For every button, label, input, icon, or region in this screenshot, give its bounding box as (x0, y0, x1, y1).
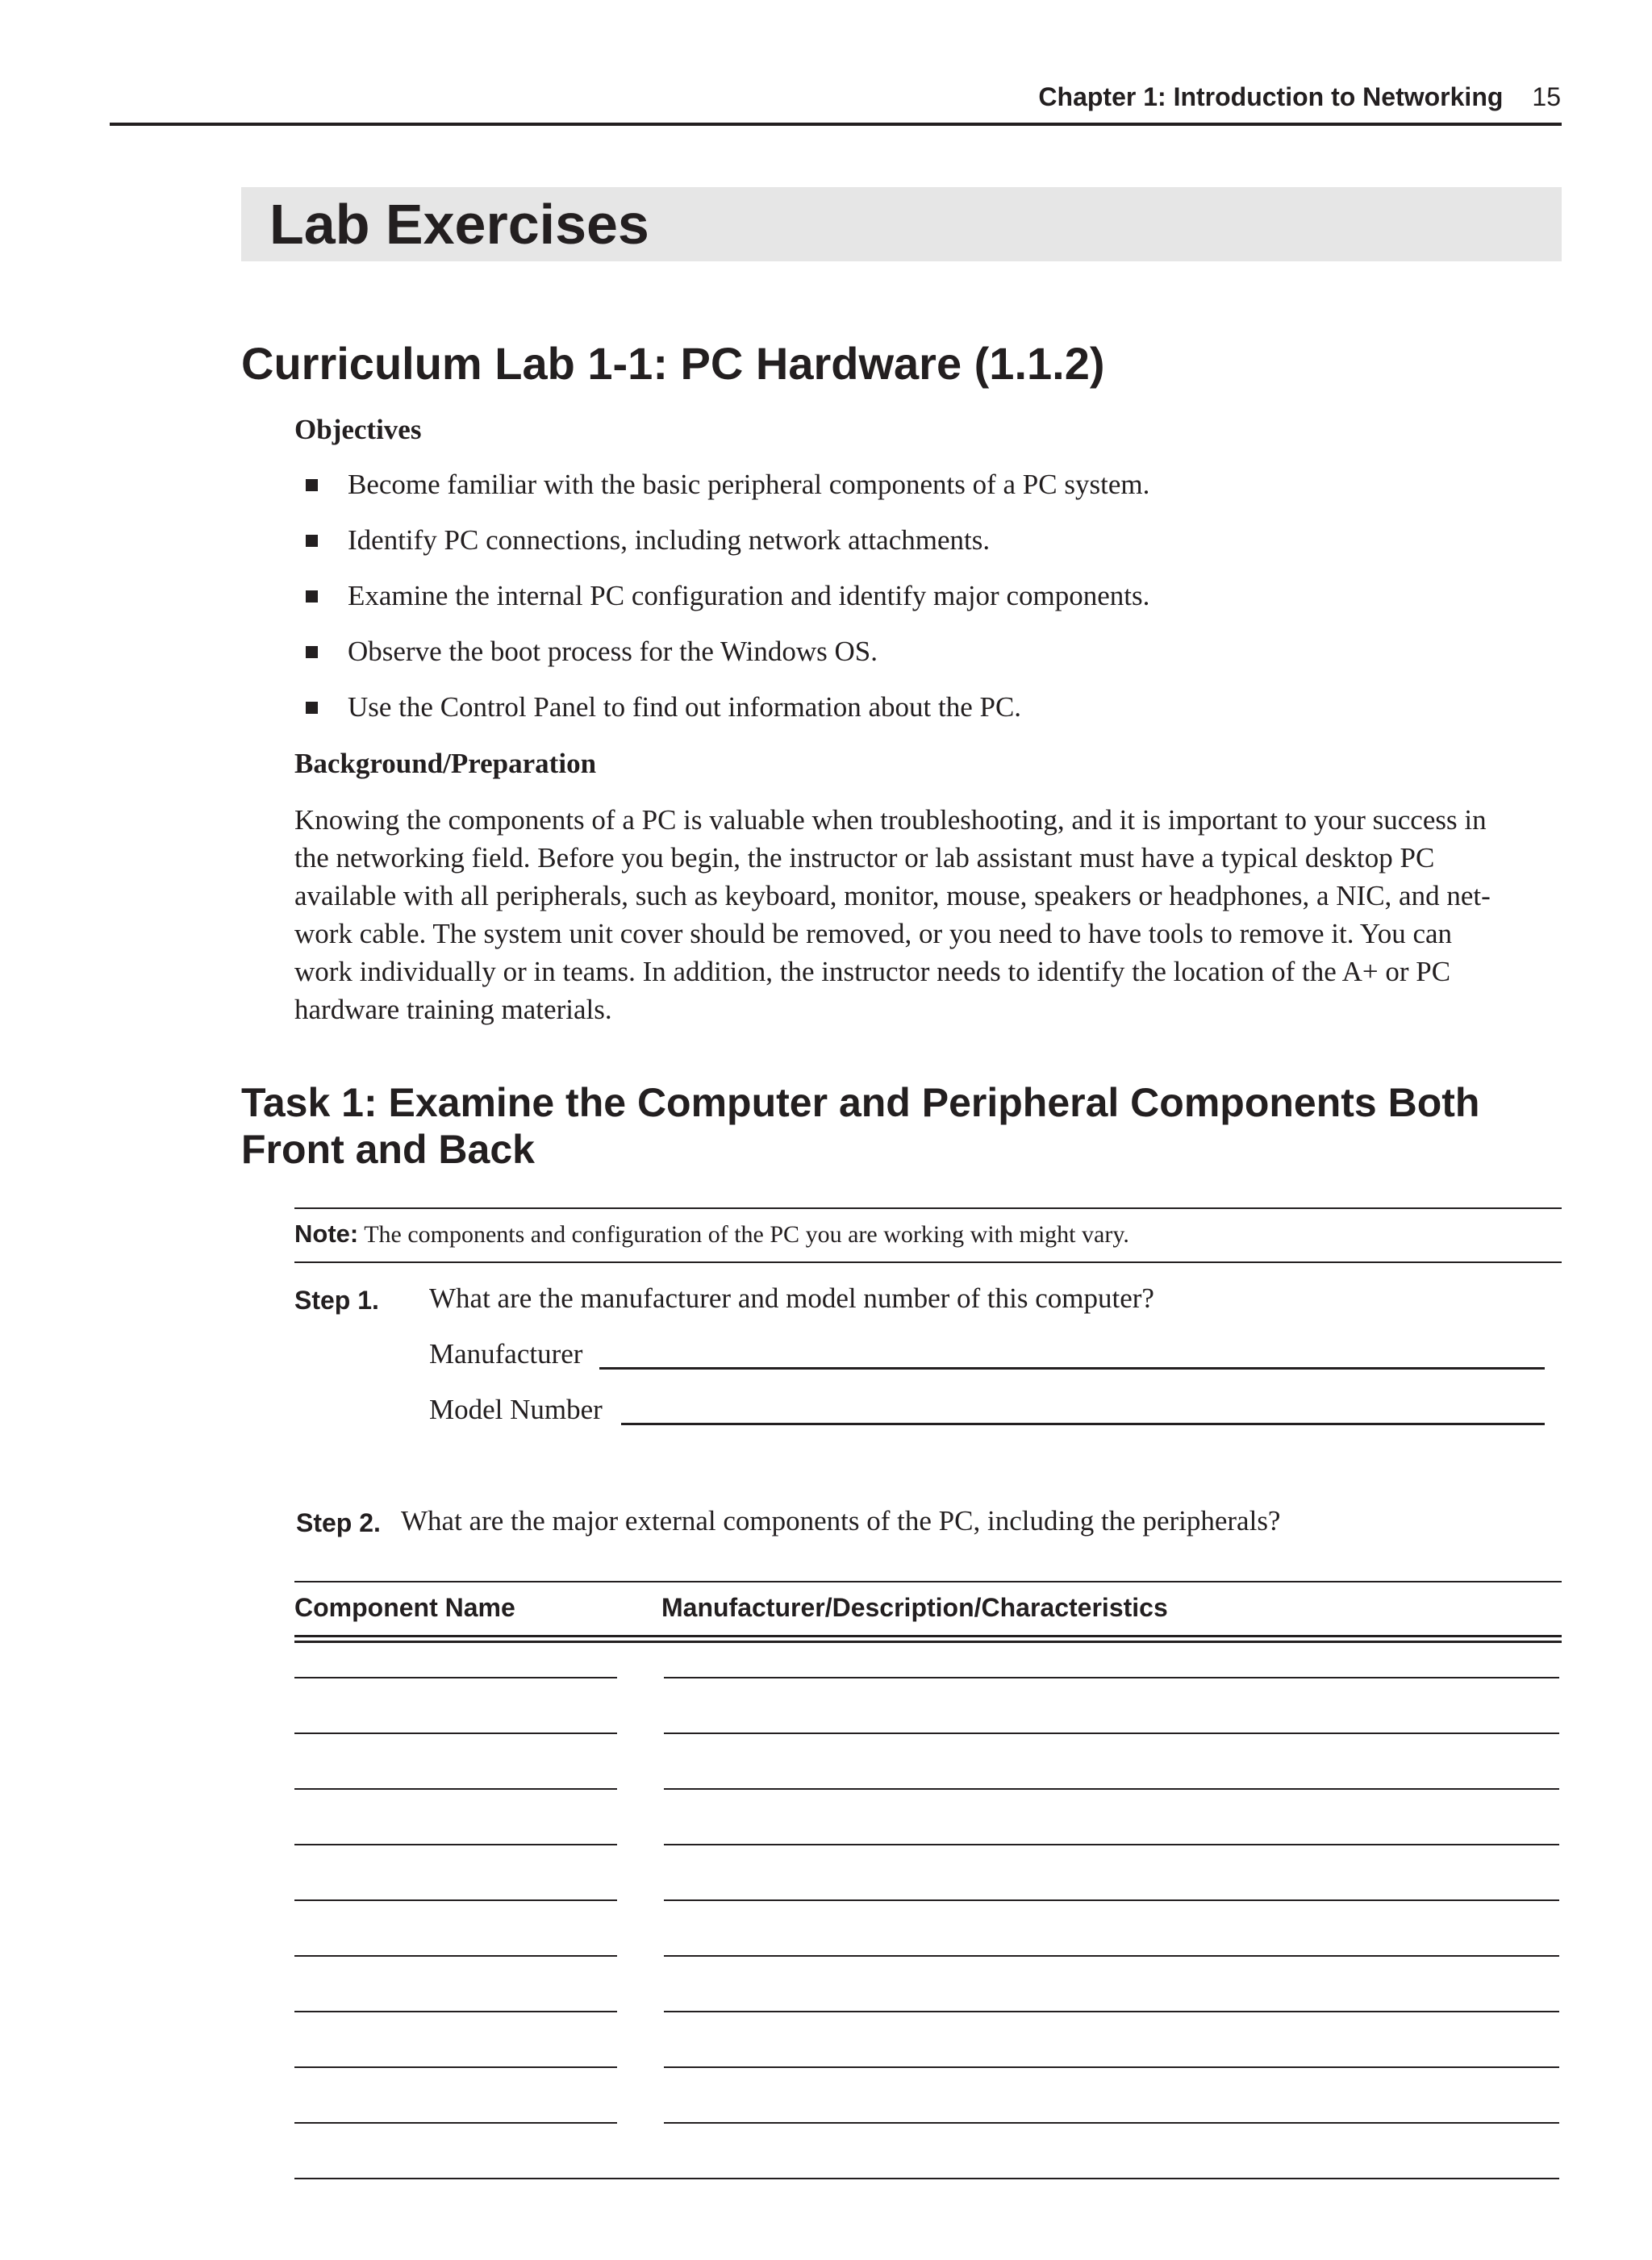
table-header-rule (294, 1635, 1562, 1637)
manufacturer-blank-line[interactable] (599, 1367, 1545, 1370)
note-bottom-rule (294, 1261, 1562, 1263)
header-rule (110, 123, 1562, 126)
description-blank-line[interactable] (664, 1788, 1559, 1790)
description-blank-line[interactable] (664, 2122, 1559, 2124)
lab-title: Curriculum Lab 1-1: PC Hardware (1.1.2) (241, 338, 1105, 389)
step-1-question: What are the manufacturer and model number of this computer? (429, 1282, 1154, 1314)
task-title (241, 1079, 1564, 1173)
square-bullet-icon (306, 590, 318, 603)
component-name-blank-line[interactable] (294, 1733, 617, 1734)
task-title-line: Task 1: Examine the Computer and Peripheral Components Both (241, 1080, 1480, 1125)
chapter-title: Chapter 1: Introduction to Networking (1038, 82, 1504, 111)
model-number-label: Model Number (429, 1394, 603, 1425)
note (294, 1220, 1129, 1249)
component-name-blank-line[interactable] (294, 1899, 617, 1901)
component-name-blank-line[interactable] (294, 2122, 617, 2124)
objective-item (294, 522, 1537, 578)
component-name-blank-line[interactable] (294, 1788, 617, 1790)
background-line: work individually or in teams. In addition, the instructor needs to identify the location of the A+ or PC (294, 956, 1451, 987)
table-header-rule (294, 1641, 1562, 1643)
objectives-heading: Objectives (294, 414, 422, 445)
section-banner (241, 187, 1562, 261)
description-blank-line[interactable] (664, 1733, 1559, 1734)
background-line: Knowing the components of a PC is valuable when troubleshooting, and it is important to your success in (294, 804, 1487, 836)
component-name-blank-line[interactable] (294, 2066, 617, 2068)
square-bullet-icon (306, 479, 318, 491)
column-header-description: Manufacturer/Description/Characteristics (661, 1593, 1168, 1622)
objective-text: Use the Control Panel to find out information about the PC. (348, 691, 1022, 723)
objective-item (294, 578, 1537, 633)
table-top-rule (294, 1581, 1562, 1582)
description-blank-line[interactable] (664, 1955, 1559, 1957)
objective-text: Become familiar with the basic peripheral components of a PC system. (348, 469, 1150, 500)
objective-text: Examine the internal PC configuration and identify major components. (348, 580, 1150, 611)
section-banner-title: Lab Exercises (269, 193, 649, 256)
step-2-question: What are the major external components of the PC, including the peripherals? (401, 1505, 1281, 1537)
component-name-blank-line[interactable] (294, 2011, 617, 2012)
model-number-blank-line[interactable] (621, 1423, 1545, 1425)
manufacturer-label: Manufacturer (429, 1338, 583, 1370)
task-title-line: Front and Back (241, 1127, 535, 1172)
description-blank-line[interactable] (664, 1844, 1559, 1845)
square-bullet-icon (306, 646, 318, 658)
objective-text: Identify PC connections, including network attachments. (348, 524, 991, 556)
component-name-blank-line[interactable] (294, 1844, 617, 1845)
note-text: The components and configuration of the PC you are working with might vary. (364, 1221, 1129, 1248)
running-header (1038, 82, 1561, 112)
square-bullet-icon (306, 702, 318, 714)
component-name-blank-line[interactable] (294, 1677, 617, 1678)
description-blank-line[interactable] (664, 2066, 1559, 2068)
background-paragraph (294, 801, 1553, 1028)
objectives-list (294, 466, 1537, 744)
step-2-label: Step 2. (296, 1508, 381, 1537)
note-label: Note: (294, 1220, 359, 1248)
background-line: the networking field. Before you begin, the instructor or lab assistant must have a typical desktop PC (294, 842, 1435, 874)
square-bullet-icon (306, 535, 318, 547)
component-name-blank-line[interactable] (294, 1955, 617, 1957)
description-blank-line[interactable] (664, 1677, 1559, 1678)
description-blank-line[interactable] (664, 2011, 1559, 2012)
column-header-component-name: Component Name (294, 1593, 515, 1622)
objective-text: Observe the boot process for the Windows OS. (348, 636, 878, 667)
step-1-label: Step 1. (294, 1286, 379, 1315)
page-number: 15 (1532, 82, 1561, 111)
note-top-rule (294, 1207, 1562, 1209)
objective-item (294, 466, 1537, 522)
background-line: work cable. The system unit cover should be removed, or you need to have tools to remove it. You can (294, 918, 1453, 949)
background-line: hardware training materials. (294, 994, 612, 1025)
full-width-blank-line[interactable] (294, 2178, 1559, 2179)
background-heading: Background/Preparation (294, 748, 597, 779)
objective-item (294, 689, 1537, 744)
description-blank-line[interactable] (664, 1899, 1559, 1901)
background-line: available with all peripherals, such as keyboard, monitor, mouse, speakers or headphones, a NIC, and net- (294, 880, 1491, 911)
objective-item (294, 633, 1537, 689)
